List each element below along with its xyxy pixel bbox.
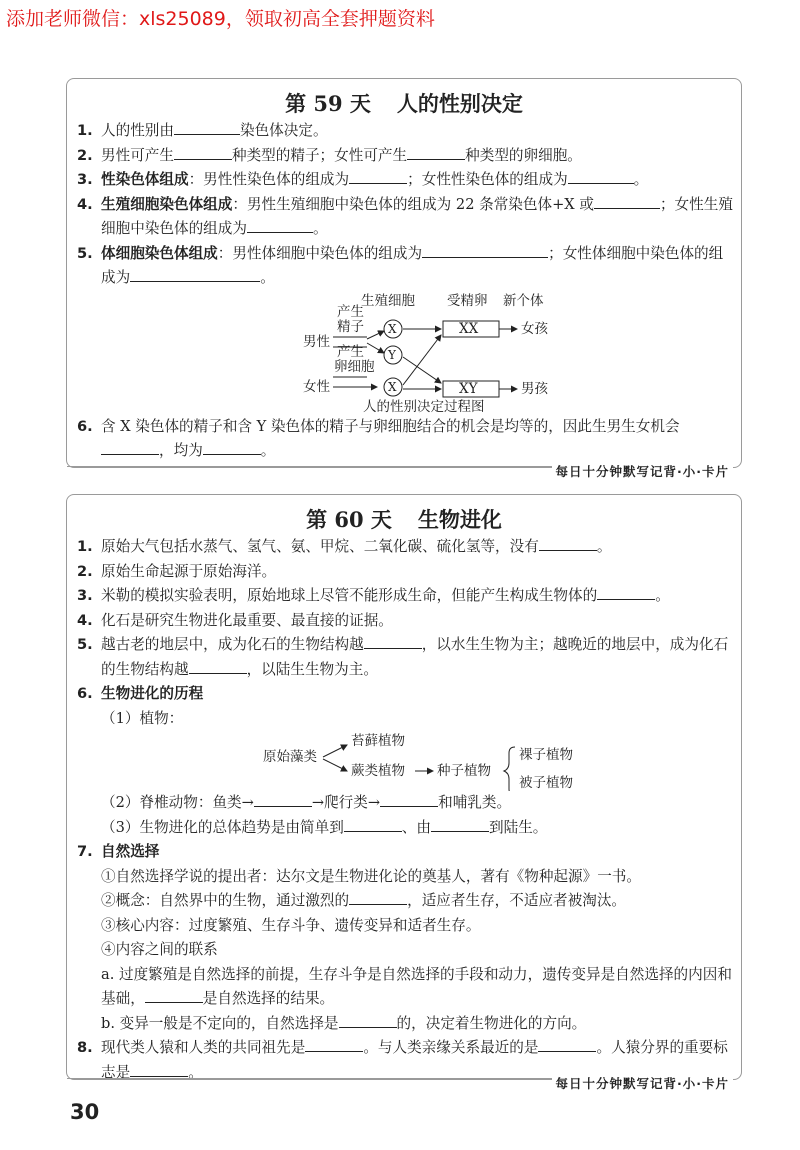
answer-blank[interactable] <box>364 633 422 649</box>
day-label: 第 59 天 <box>285 91 371 116</box>
ns-line: ①自然选择学说的提出者：达尔文是生物进化论的奠基人，著有《物种起源》一书。 <box>101 867 641 885</box>
promo-banner: 添加老师微信：xls25089，领取初高全套押题资料 <box>6 8 435 30</box>
card-footer-label: 每日十分钟默写记背·小·卡片 <box>552 462 734 480</box>
answer-blank[interactable] <box>174 144 232 160</box>
list-item: 5. 越古老的地层中，成为化石的生物结构越 ，以水生生物为主；越晚近的地层中，成为化石的生物结构越 ，以陆生生物为主。 <box>77 633 733 682</box>
list-item: 6. 生物进化的历程 <box>77 685 204 702</box>
answer-blank[interactable] <box>407 144 465 160</box>
list-item: 6. 含 X 染色体的精子和含 Y 染色体的精子与卵细胞结合的机会是均等的，因此生男生女机会，均为 。 <box>77 417 680 459</box>
answer-blank[interactable] <box>145 987 203 1003</box>
list-item: 3. 性染色体组成：男性性染色体的组成为 ；女性性染色体的组成为 。 <box>77 168 733 193</box>
ns-line: ②概念：自然界中的生物，通过激烈的 ，适应者生存，不适应者被淘汰。 <box>77 889 733 914</box>
answer-blank[interactable] <box>380 791 438 807</box>
answer-blank[interactable] <box>431 816 489 832</box>
answer-blank[interactable] <box>594 193 660 209</box>
card-footer-label: 每日十分钟默写记背·小·卡片 <box>552 1074 734 1092</box>
topic-label: 人的性别决定 <box>396 91 523 116</box>
topic-label: 生物进化 <box>417 507 502 532</box>
plant-tree-lines <box>77 731 733 791</box>
list-item: 4. 化石是研究生物进化最重要、最直接的证据。 <box>77 611 393 629</box>
ns-line: ④内容之间的联系 <box>101 941 218 958</box>
answer-blank[interactable] <box>130 1061 188 1077</box>
day-label: 第 60 天 <box>306 507 392 532</box>
col-gamete-label: 生殖细胞 <box>361 292 415 309</box>
moss-label: 苔藓植物 <box>351 733 405 749</box>
page-number: 30 <box>70 1100 100 1124</box>
produce-label: 产生 <box>337 303 364 320</box>
girl-label: 女孩 <box>521 320 548 337</box>
col-zygote-label: 受精卵 <box>447 292 488 309</box>
answer-blank[interactable] <box>538 1036 596 1052</box>
card-title <box>67 504 741 534</box>
answer-blank[interactable] <box>597 584 655 600</box>
list-item: 8. 现代类人猿和人类的共同祖先是 。与人类亲缘关系最近的是 。人猿分界的重要标志是 。 <box>77 1036 733 1085</box>
list-item: 1. 原始大气包括水蒸气、氢气、氨、甲烷、二氧化碳、硫化氢等，没有 。 <box>77 535 733 560</box>
answer-blank[interactable] <box>539 535 597 551</box>
answer-blank[interactable] <box>254 791 312 807</box>
list-item: 2. 原始生命起源于原始海洋。 <box>77 562 277 580</box>
answer-blank[interactable] <box>422 242 548 258</box>
card-body <box>77 119 733 464</box>
answer-blank[interactable] <box>203 439 261 455</box>
card-title <box>67 88 741 118</box>
answer-blank[interactable] <box>339 1012 397 1028</box>
angiosperm-label: 被子植物 <box>519 775 573 791</box>
boy-label: 男孩 <box>521 380 548 397</box>
answer-blank[interactable] <box>101 439 159 455</box>
card-day-60 <box>66 494 742 1091</box>
diagram-caption: 人的性别决定过程图 <box>363 398 485 415</box>
list-item: 4. 生殖细胞染色体组成：男性生殖细胞中染色体的组成为 22 条常染色体+X 或 ；女性生殖细胞中染色体的组成为 。 <box>77 193 733 242</box>
answer-blank[interactable] <box>305 1036 363 1052</box>
algae-label: 原始藻类 <box>263 749 317 765</box>
list-item: 5. 体细胞染色体组成：男性体细胞中染色体的组成为 ；女性体细胞中染色体的组成为 。 <box>77 242 733 291</box>
produce-label: 产生 <box>337 343 364 360</box>
male-label: 男性 <box>303 333 330 350</box>
fern-label: 蕨类植物 <box>351 763 405 779</box>
answer-blank[interactable] <box>247 217 313 233</box>
card-day-59 <box>66 78 742 479</box>
answer-blank[interactable] <box>174 119 240 135</box>
answer-blank[interactable] <box>130 266 260 282</box>
answer-blank[interactable] <box>349 168 407 184</box>
female-label: 女性 <box>303 378 330 395</box>
list-item: 3. 米勒的模拟实验表明，原始地球上尽管不能形成生命，但能产生构成生物体的 。 <box>77 584 733 609</box>
sex-determination-diagram: 生殖细胞 受精卵 新个体 产生 精子 男性 产生 卵细胞 女性 X Y X XX XY 女孩 男孩 人的性别决定过程图 <box>77 291 733 415</box>
answer-blank[interactable] <box>349 889 407 905</box>
trend-line: （3）生物进化的总体趋势是由简单到 、由 到陆生。 <box>77 816 733 841</box>
diagram-lines <box>77 291 733 415</box>
list-item: 1. 人的性别由 染色体决定。 <box>77 119 733 144</box>
sperm-label: 精子 <box>337 318 364 335</box>
vertebrate-line: （2）脊椎动物：鱼类→ →爬行类→ 和哺乳类。 <box>77 791 733 816</box>
seed-plant-label: 种子植物 <box>437 763 491 779</box>
col-new-label: 新个体 <box>503 292 544 309</box>
answer-blank[interactable] <box>568 168 634 184</box>
card-body <box>77 535 733 1085</box>
ns-line: a. 过度繁殖是自然选择的前提，生存斗争是自然选择的手段和动力，遗传变异是自然选择的内因和基础， 是自然选择的结果。 <box>101 965 732 1007</box>
list-item: 7. 自然选择 <box>77 843 160 860</box>
answer-blank[interactable] <box>189 658 247 674</box>
egg-label: 卵细胞 <box>334 358 375 375</box>
plant-evolution-tree <box>77 731 733 791</box>
gymnosperm-label: 裸子植物 <box>519 747 573 763</box>
ns-line: b. 变异一般是不定向的，自然选择是 的，决定着生物进化的方向。 <box>77 1012 733 1037</box>
answer-blank[interactable] <box>344 816 402 832</box>
list-item: 2. 男性可产生 种类型的精子；女性可产生 种类型的卵细胞。 <box>77 144 733 169</box>
ns-line: ③核心内容：过度繁殖、生存斗争、遗传变异和适者生存。 <box>101 916 481 934</box>
plants-label: （1）植物： <box>101 709 184 727</box>
